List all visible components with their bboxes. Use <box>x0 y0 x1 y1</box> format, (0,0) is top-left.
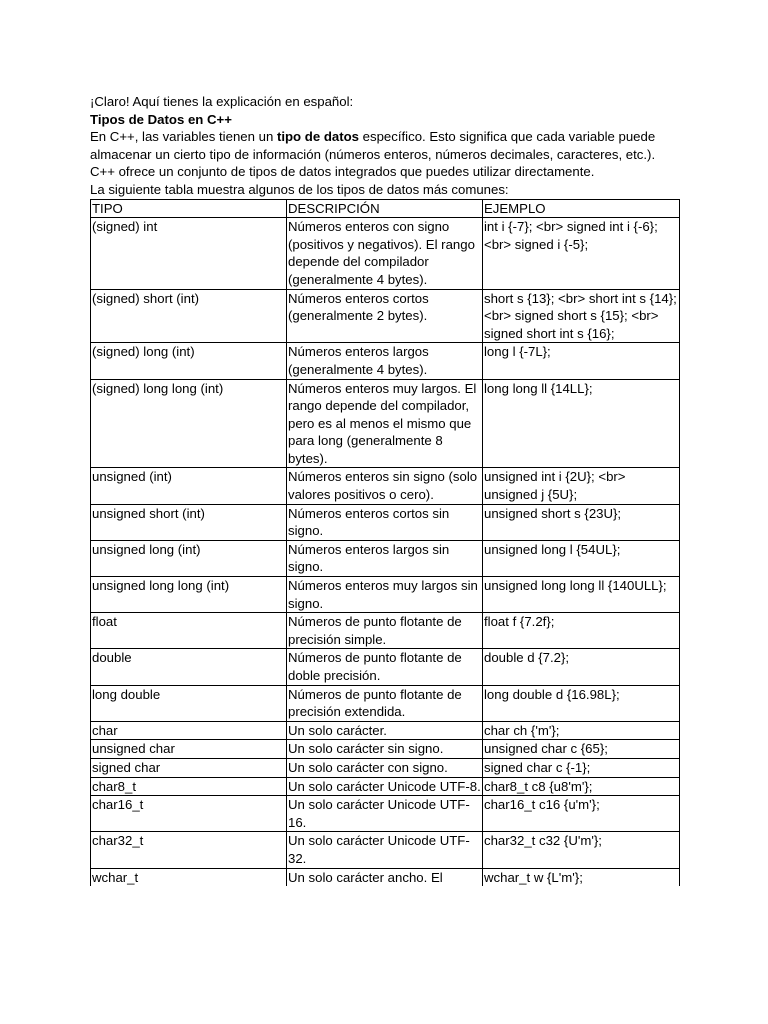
table-row <box>91 685 680 721</box>
cell-ejemplo: char16_t c16 {u'm'}; <box>483 796 680 832</box>
table-row <box>91 218 680 289</box>
cell-descripcion: Números enteros muy largos sin signo. <box>287 577 483 613</box>
table-row <box>91 540 680 576</box>
paragraph-bold-term: tipo de datos <box>276 129 359 145</box>
table-row <box>91 832 680 868</box>
cell-descripcion: Números enteros cortos (generalmente 2 bytes). <box>287 289 483 343</box>
header-ejemplo: EJEMPLO <box>483 199 680 218</box>
table-row <box>91 504 680 540</box>
intro-line: ¡Claro! Aquí tienes la explicación en español: <box>90 94 354 109</box>
cell-ejemplo: unsigned long l {54UL}; <box>483 540 680 576</box>
cell-tipo: (signed) int <box>91 218 287 289</box>
cell-descripcion: Un solo carácter sin signo. <box>287 740 483 759</box>
table-row <box>91 721 680 740</box>
cell-ejemplo: unsigned long long ll {140ULL}; <box>483 577 680 613</box>
cell-tipo: unsigned long long (int) <box>91 577 287 613</box>
cell-ejemplo: short s {13}; <br> short int s {14}; <br> signed short s {15}; <br> signed short int s {16}; <box>483 289 680 343</box>
cell-tipo: unsigned short (int) <box>91 504 287 540</box>
table-intro-line: La siguiente tabla muestra algunos de los tipos de datos más comunes: <box>90 181 509 197</box>
cell-tipo: signed char <box>91 758 287 777</box>
cell-ejemplo: float f {7.2f}; <box>483 613 680 649</box>
cell-tipo: char16_t <box>91 796 287 832</box>
table-row <box>91 289 680 343</box>
cell-descripcion: Números de punto flotante de precisión extendida. <box>287 685 483 721</box>
header-descripcion: DESCRIPCIÓN <box>287 199 483 218</box>
cell-descripcion: Números enteros con signo (positivos y negativos). El rango depende del compilador (generalmente 4 bytes). <box>287 218 483 289</box>
cell-tipo: long double <box>91 685 287 721</box>
table-row <box>91 758 680 777</box>
cell-descripcion: Un solo carácter. <box>287 721 483 740</box>
cell-ejemplo: unsigned int i {2U}; <br> unsigned j {5U}; <box>483 468 680 504</box>
cell-ejemplo: long l {-7L}; <box>483 343 680 379</box>
table-row <box>91 740 680 759</box>
table-row <box>91 343 680 379</box>
cell-descripcion: Números enteros sin signo (solo valores positivos o cero). <box>287 468 483 504</box>
cell-tipo: char8_t <box>91 777 287 796</box>
cell-tipo: (signed) long long (int) <box>91 379 287 468</box>
cell-descripcion: Números de punto flotante de precisión simple. <box>287 613 483 649</box>
data-types-table <box>90 199 680 887</box>
table-row <box>91 796 680 832</box>
intro-paragraph <box>90 128 680 181</box>
cell-ejemplo: long double d {16.98L}; <box>483 685 680 721</box>
cell-descripcion: Números enteros cortos sin signo. <box>287 504 483 540</box>
cell-tipo: char <box>91 721 287 740</box>
cell-descripcion: Un solo carácter ancho. El <box>287 868 483 886</box>
cell-descripcion: Números enteros largos sin signo. <box>287 540 483 576</box>
cell-ejemplo: double d {7.2}; <box>483 649 680 685</box>
table-row <box>91 613 680 649</box>
cell-tipo: unsigned char <box>91 740 287 759</box>
cell-descripcion: Un solo carácter con signo. <box>287 758 483 777</box>
cell-ejemplo: signed char c {-1}; <box>483 758 680 777</box>
table-body <box>91 218 680 886</box>
cell-descripcion: Números de punto flotante de doble precisión. <box>287 649 483 685</box>
cell-tipo: double <box>91 649 287 685</box>
table-row-partial <box>91 868 680 886</box>
cell-tipo: char32_t <box>91 832 287 868</box>
cell-tipo: unsigned long (int) <box>91 540 287 576</box>
cell-tipo: wchar_t <box>91 868 287 886</box>
cell-descripcion: Números enteros muy largos. El rango depende del compilador, pero es al menos el mismo que para long (generalmente 8 bytes). <box>287 379 483 468</box>
header-tipo: TIPO <box>91 199 287 218</box>
cell-ejemplo: unsigned char c {65}; <box>483 740 680 759</box>
cell-descripcion: Números enteros largos (generalmente 4 bytes). <box>287 343 483 379</box>
cell-tipo: (signed) long (int) <box>91 343 287 379</box>
paragraph-text-after: específico. Esto significa que cada variable puede almacenar un cierto tipo de información (números enteros, números decimales, caracteres, etc.). C++ ofrece un conjunto de tipos de datos integrados que puedes utilizar directamente. <box>90 129 656 180</box>
cell-ejemplo: char32_t c32 {U'm'}; <box>483 832 680 868</box>
table-row <box>91 777 680 796</box>
table-row <box>91 468 680 504</box>
paragraph-text-before: En C++, las variables tienen un <box>90 129 277 145</box>
table-row <box>91 649 680 685</box>
cell-ejemplo: int i {-7}; <br> signed int i {-6}; <br> signed i {-5}; <box>483 218 680 289</box>
cell-tipo: float <box>91 613 287 649</box>
section-heading: Tipos de Datos en C++ <box>90 111 232 127</box>
cell-tipo: unsigned (int) <box>91 468 287 504</box>
document-body <box>90 93 680 886</box>
table-row <box>91 577 680 613</box>
cell-descripcion: Un solo carácter Unicode UTF-32. <box>287 832 483 868</box>
cell-ejemplo: unsigned short s {23U}; <box>483 504 680 540</box>
cell-ejemplo: char8_t c8 {u8'm'}; <box>483 777 680 796</box>
table-row <box>91 379 680 468</box>
table-header-row <box>91 199 680 218</box>
cell-ejemplo: long long ll {14LL}; <box>483 379 680 468</box>
cell-ejemplo: char ch {'m'}; <box>483 721 680 740</box>
cell-ejemplo: wchar_t w {L'm'}; <box>483 868 680 886</box>
cell-tipo: (signed) short (int) <box>91 289 287 343</box>
cell-descripcion: Un solo carácter Unicode UTF-16. <box>287 796 483 832</box>
cell-descripcion: Un solo carácter Unicode UTF-8. <box>287 777 483 796</box>
